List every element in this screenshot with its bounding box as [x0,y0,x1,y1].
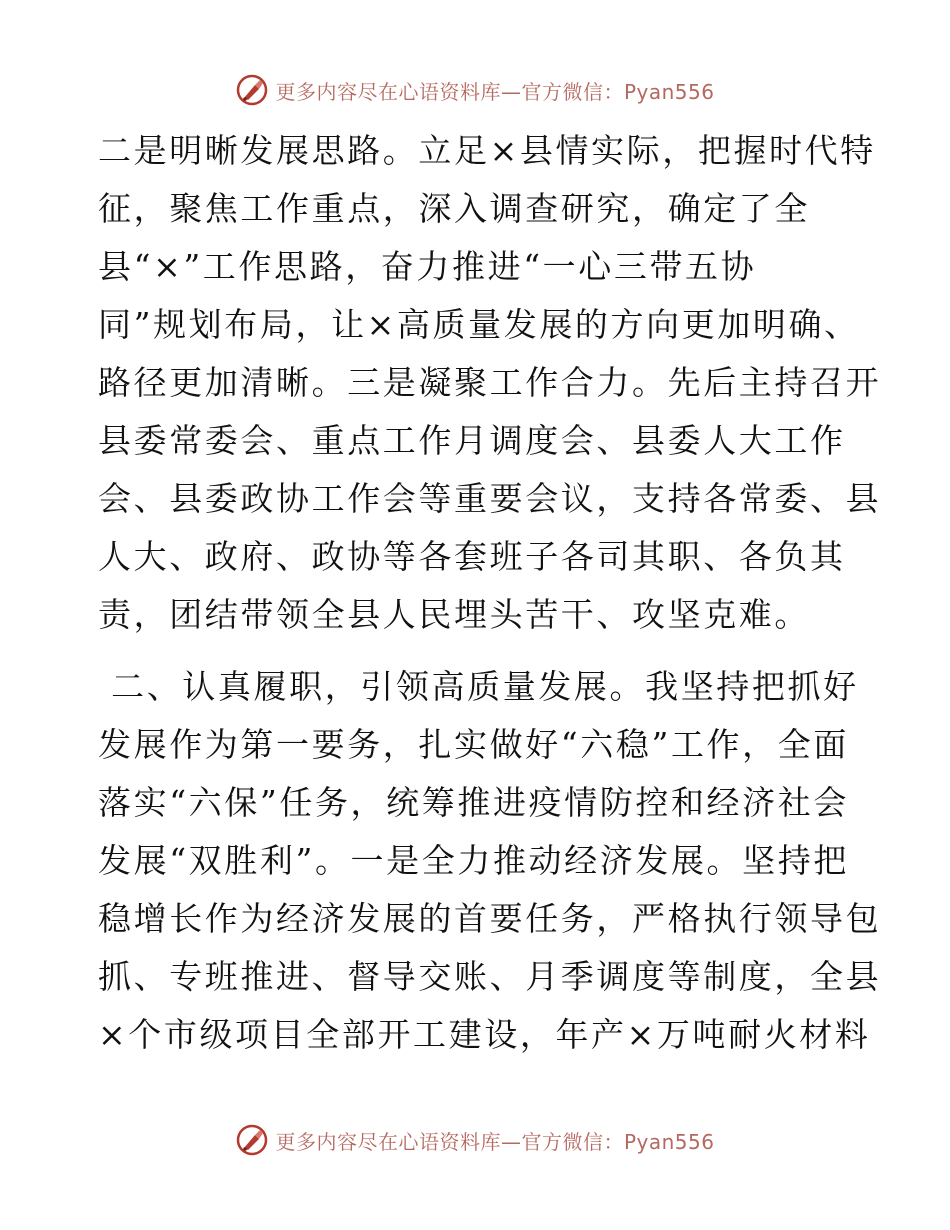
pen-logo-icon [235,73,269,107]
watermark-text: 更多内容尽在心语资料库—官方微信：Pyan556 [275,1129,715,1154]
text-line: 落实“六保”任务，统筹推进疫情防控和经济社会 [98,783,849,822]
paragraph-1 [98,122,882,644]
text-line: ×个市级项目全部开工建设，年产×万吨耐火材料 [98,1015,871,1054]
text-line: 抓、专班推进、督导交账、月季调度等制度，全县 [98,957,882,996]
text-line: 稳增长作为经济发展的首要任务，严格执行领导包 [98,899,882,938]
document-body [98,122,882,1064]
paragraph-gap [98,644,858,658]
text-line: 二、认真履职，引领高质量发展。我坚持把抓好 [98,667,859,706]
text-line: 同”规划布局，让×高质量发展的方向更加明确、 [98,305,860,344]
footer-watermark [0,1120,950,1160]
paragraph-2 [98,658,882,1064]
text-line: 会、县委政协工作会等重要会议，支持各常委、县 [98,479,882,518]
text-line: 发展作为第一要务，扎实做好“六稳”工作，全面 [98,725,849,764]
text-line: 责，团结带领全县人民埋头苦干、攻坚克难。 [98,595,810,634]
text-line: 二是明晰发展思路。立足×县情实际，把握时代特 [98,131,876,170]
header-watermark [0,70,950,110]
pen-logo-icon [235,1123,269,1157]
text-line: 路径更加清晰。三是凝聚工作合力。先后主持召开 [98,363,882,402]
text-line: 县委常委会、重点工作月调度会、县委人大工作 [98,421,846,460]
text-line: 人大、政府、政协等各套班子各司其职、各负其 [98,537,846,576]
text-line: 征，聚焦工作重点，深入调查研究，确定了全 [98,189,810,228]
text-line: 发展“双胜利”。一是全力推动经济发展。坚持把 [98,841,849,880]
watermark-text: 更多内容尽在心语资料库—官方微信：Pyan556 [275,79,715,104]
text-line: 县“×”工作思路，奋力推进“一心三带五协 [98,247,757,286]
